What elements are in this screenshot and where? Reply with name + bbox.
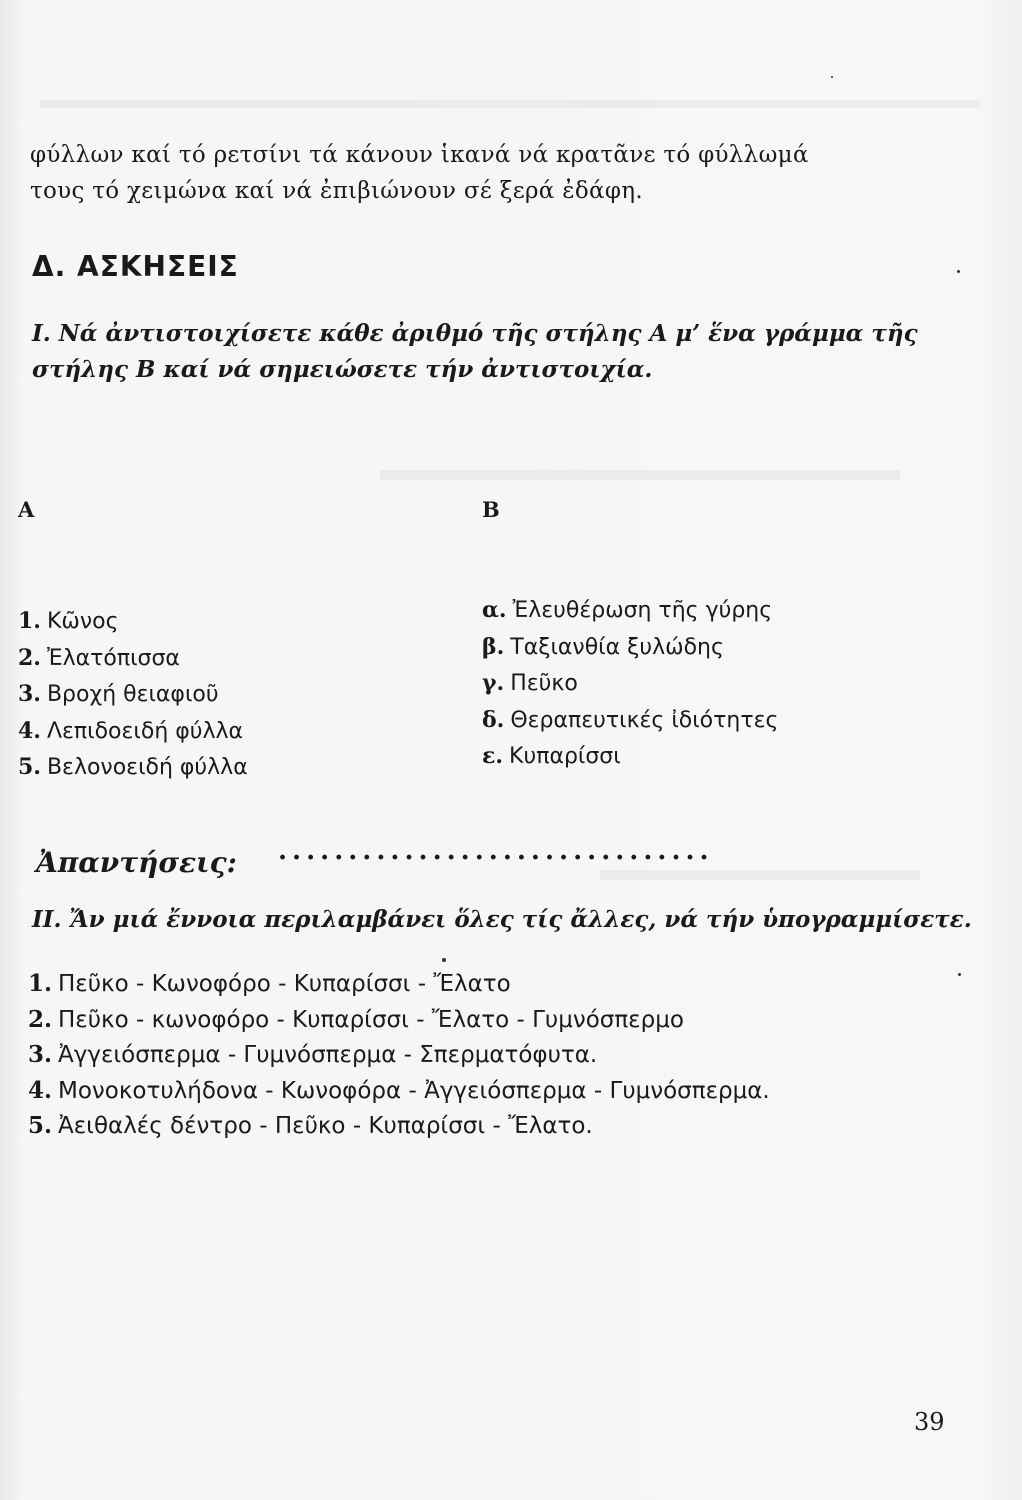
bleed-through-mark xyxy=(380,470,900,480)
intro-line-1: φύλλων καί τό ρετσίνι τά κάνουν ἱκανά νά κρατᾶνε τό φύλλωμά xyxy=(30,142,809,168)
item-text: Πεῦκο - κωνοφόρο - Κυπαρίσσι - Ἔλατο - Γυμνόσπερμο xyxy=(58,1006,684,1033)
list-item xyxy=(28,1108,770,1144)
list-item xyxy=(482,629,778,666)
list-item xyxy=(18,749,248,786)
item-text: Ἐλευθέρωση τῆς γύρης xyxy=(512,598,773,623)
list-item xyxy=(18,713,248,750)
list-item xyxy=(482,592,778,629)
item-letter: α. xyxy=(482,597,507,623)
bleed-through-mark xyxy=(600,870,920,880)
item-text: Βροχή θειαφιοῦ xyxy=(46,682,219,707)
section-heading: Δ. ΑΣΚΗΣΕΙΣ xyxy=(32,250,239,283)
item-text: Μονοκοτυλήδονα - Κωνοφόρα - Ἀγγειόσπερμα - Γυμνόσπερμα. xyxy=(58,1077,770,1104)
list-item xyxy=(28,966,770,1002)
list-item xyxy=(28,1037,770,1073)
item-text: Λεπιδοειδή φύλλα xyxy=(46,718,244,744)
item-letter: γ. xyxy=(482,670,505,696)
item-text: Κῶνος xyxy=(46,609,119,634)
item-number: 2. xyxy=(28,1005,53,1033)
page-number: 39 xyxy=(914,1408,945,1436)
list-item xyxy=(482,702,778,739)
column-b-header: Β xyxy=(482,497,500,522)
intro-line-2: τους τό χειμώνα καί νά ἐπιβιώνουν σέ ξερά ἐδάφη. xyxy=(30,178,643,204)
item-text: Ταξιανθία ξυλώδης xyxy=(510,634,724,660)
item-number: 4. xyxy=(28,1076,53,1104)
list-item xyxy=(28,1002,770,1038)
list-item xyxy=(18,676,248,713)
exercise2-instruction: ΙΙ. Ἄν μιά ἔννοια περιλαμβάνει ὅλες τίς ἄλλες, νά τήν ὑπογραμμίσετε. xyxy=(32,906,972,933)
list-item xyxy=(482,738,778,775)
print-speck xyxy=(957,270,960,273)
item-number: 3. xyxy=(28,1041,53,1068)
bleed-through-mark xyxy=(40,100,980,108)
print-speck xyxy=(831,76,833,78)
item-text: Ἀγγειόσπερμα - Γυμνόσπερμα - Σπερματόφυτα. xyxy=(58,1042,598,1068)
answers-dotted-line: ............................... xyxy=(278,836,714,866)
item-number: 5. xyxy=(28,1112,53,1139)
exercise1-instruction-line-1: Ι. Νά ἀντιστοιχίσετε κάθε ἀριθμό τῆς στήλης Α μ’ ἕνα γράμμα τῆς xyxy=(32,320,918,347)
column-a-header: Α xyxy=(18,497,35,522)
item-letter: β. xyxy=(482,633,505,660)
item-text: Κυπαρίσσι xyxy=(509,744,621,769)
item-text: Πεῦκο - Κωνοφόρο - Κυπαρίσσι - Ἔλατο xyxy=(58,971,511,997)
item-text: Θεραπευτικές ἰδιότητες xyxy=(510,707,779,733)
item-number: 1. xyxy=(18,608,41,634)
item-number: 4. xyxy=(18,717,41,744)
item-text: Ἐλατόπισσα xyxy=(46,645,180,671)
item-text: Βελονοειδή φύλλα xyxy=(46,755,248,780)
column-b-list xyxy=(482,592,778,775)
item-number: 1. xyxy=(28,970,53,997)
item-text: Ἀειθαλές δέντρο - Πεῦκο - Κυπαρίσσι - Ἔλατο. xyxy=(58,1113,593,1139)
item-number: 5. xyxy=(18,754,41,780)
list-item xyxy=(28,1073,770,1109)
column-a-list xyxy=(18,603,248,786)
item-letter: ε. xyxy=(482,743,504,769)
item-letter: δ. xyxy=(482,706,505,733)
print-speck xyxy=(958,973,961,976)
list-item xyxy=(18,603,248,640)
item-number: 2. xyxy=(18,644,41,671)
exercise2-list xyxy=(28,966,770,1144)
answers-label: Ἀπαντήσεις: xyxy=(36,846,237,879)
item-number: 3. xyxy=(18,681,41,707)
list-item xyxy=(18,640,248,677)
item-text: Πεῦκο xyxy=(510,671,578,696)
print-speck xyxy=(442,958,446,962)
exercise1-instruction-line-2: στήλης Β καί νά σημειώσετε τήν ἀντιστοιχία. xyxy=(32,356,653,383)
list-item xyxy=(482,665,778,702)
